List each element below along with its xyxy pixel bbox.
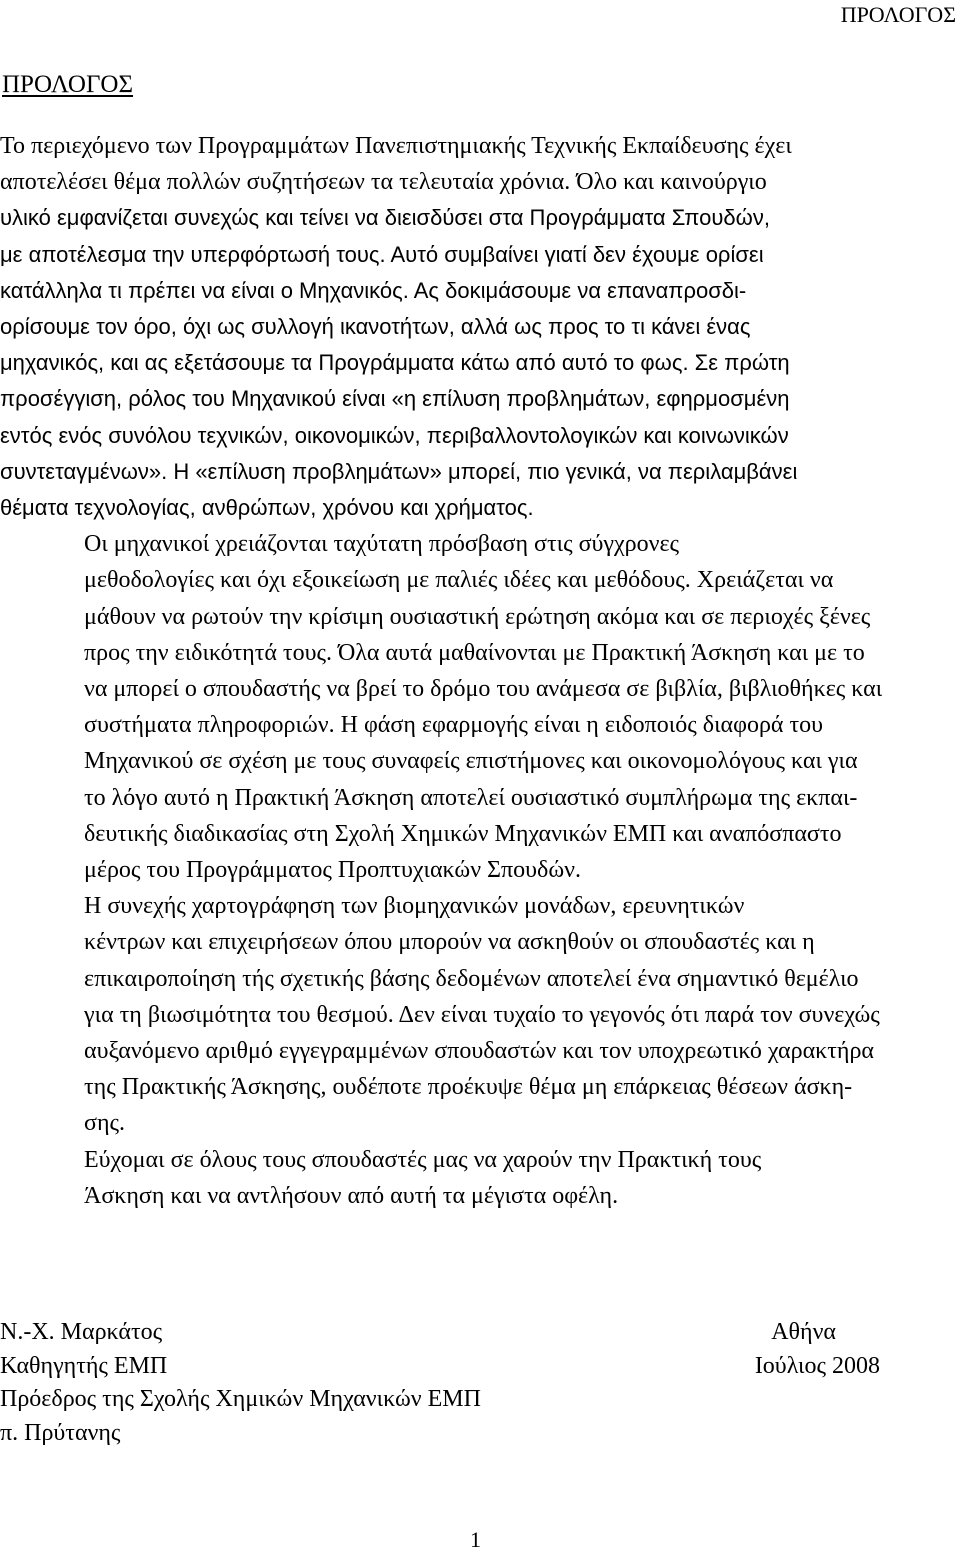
paragraph-line: υλικό εμφανίζεται συνεχώς και τείνει να διεισδύσει στα Προγράμματα Σπουδών, — [0, 205, 770, 231]
signature-row — [0, 1383, 880, 1417]
signature-role: Πρόεδρος της Σχολής Χημικών Μηχανικών ΕΜΠ — [0, 1386, 481, 1412]
signature-block — [0, 1316, 880, 1450]
page-title: ΠΡΟΛΟΓΟΣ — [2, 71, 134, 98]
paragraph-line: δευτικής διαδικασίας στη Σχολή Χημικών Μηχανικών ΕΜΠ και αναπόσπαστο — [84, 820, 842, 847]
paragraph-line: να μπορεί ο σπουδαστής να βρεί το δρόμο του ανάμεσα σε βιβλία, βιβλιοθήκες και — [84, 676, 883, 703]
paragraph-wishes — [0, 1142, 954, 1214]
signature-row — [0, 1417, 880, 1451]
paragraph-engineers — [0, 526, 954, 888]
paragraph-line: κατάλληλα τι πρέπει να είναι ο Μηχανικός. Ας δοκιμάσουμε να επαναπροσδι- — [0, 277, 747, 303]
paragraph-line: ορίσουμε τον όρο, όχι ως συλλογή ικανοτήτων, αλλά ως προς το τι κάνει ένας — [0, 314, 751, 340]
paragraph-line: μηχανικός, και ας εξετάσουμε τα Προγράμματα κάτω από αυτό το φως. Σε πρώτη — [0, 350, 790, 376]
paragraph-line: σης. — [84, 1110, 125, 1137]
signature-row — [0, 1350, 880, 1384]
paragraph-line: αυξανόμενο αριθμό εγγεγραμμένων σπουδαστών και τον υποχρεωτικό χαρακτήρα — [84, 1038, 875, 1065]
paragraph-line: μάθουν να ρωτούν την κρίσιμη ουσιαστική ερώτηση ακόμα και σε περιοχές ξένες — [84, 603, 871, 630]
body-text — [0, 128, 954, 1214]
signature-date: Ιούλιος 2008 — [754, 1352, 880, 1379]
paragraph-line: μέρος του Προγράμματος Προπτυχιακών Σπουδών. — [84, 857, 581, 884]
paragraph-intro — [0, 128, 954, 526]
running-header: ΠΡΟΛΟΓΟΣ — [840, 2, 956, 27]
paragraph-line: θέματα τεχνολογίας, ανθρώπων, χρόνου και χρήματος. — [0, 495, 534, 521]
paragraph-line: συστήματα πληροφοριών. Η φάση εφαρμογής είναι η ειδοποιός διαφορά του — [84, 712, 824, 739]
page-number: 1 — [470, 1527, 481, 1552]
paragraph-line: μεθοδολογίες και όχι εξοικείωση με παλιές ιδέες και μεθόδους. Χρειάζεται να — [84, 567, 834, 594]
paragraph-mapping — [0, 888, 954, 1141]
paragraph-line: Οι μηχανικοί χρειάζονται ταχύτατη πρόσβαση στις σύγχρονες — [84, 531, 680, 558]
paragraph-line: Μηχανικού σε σχέση με τους συναφείς επιστήμονες και οικονομολόγους και για — [84, 748, 858, 775]
signature-position: Καθηγητής ΕΜΠ — [0, 1352, 168, 1379]
signature-row — [0, 1316, 880, 1350]
paragraph-line: συντεταγμένων». Η «επίλυση προβλημάτων» μπορεί, πιο γενικά, να περιλαμβάνει — [0, 458, 798, 484]
signature-former-title: π. Πρύτανης — [0, 1419, 121, 1446]
paragraph-line: για τη βιωσιμότητα του θεσμού. Δεν είναι τυχαίο το γεγονός ότι παρά τον συνεχώς — [84, 1001, 880, 1028]
paragraph-line: το λόγο αυτό η Πρακτική Άσκηση αποτελεί ουσιαστικό συμπλήρωμα της εκπαι- — [84, 784, 858, 811]
paragraph-line: επικαιροποίηση τής σχετικής βάσης δεδομένων αποτελεί ένα σημαντικό θεμέλιο — [84, 965, 859, 992]
paragraph-line: της Πρακτικής Άσκησης, ουδέποτε προέκυψε θέμα μη επάρκειας θέσεων άσκη- — [84, 1074, 853, 1101]
paragraph-line: εντός ενός συνόλου τεχνικών, οικονομικών, περιβαλλοντολογικών και κοινωνικών — [0, 422, 789, 448]
paragraph-line: κέντρων και επιχειρήσεων όπου μπορούν να ασκηθούν οι σπουδαστές και η — [84, 929, 815, 956]
paragraph-line: με αποτέλεσμα την υπερφόρτωσή τους. Αυτό συμβαίνει γιατί δεν έχουμε ορίσει — [0, 241, 764, 267]
paragraph-line: προσέγγιση, ρόλος του Μηχανικού είναι «η επίλυση προβλημάτων, εφηρμοσμένη — [0, 386, 790, 412]
paragraph-line: αποτελέσει θέμα πολλών συζητήσεων τα τελευταία χρόνια. Όλο και καινούργιο — [0, 169, 767, 196]
paragraph-line: Η συνεχής χαρτογράφηση των βιομηχανικών μονάδων, ερευνητικών — [84, 893, 745, 920]
signature-city: Αθήνα — [771, 1319, 836, 1345]
paragraph-line: Εύχομαι σε όλους τους σπουδαστές μας να χαρούν την Πρακτική τους — [84, 1146, 762, 1173]
paragraph-line: προς την ειδικότητά τους. Όλα αυτά μαθαίνονται με Πρακτική Άσκηση και με το — [84, 639, 865, 666]
signature-name: Ν.-Χ. Μαρκάτος — [0, 1319, 163, 1345]
paragraph-line: Άσκηση και να αντλήσουν από αυτή τα μέγιστα οφέλη. — [84, 1182, 619, 1209]
paragraph-line: Το περιεχόμενο των Προγραμμάτων Πανεπιστημιακής Τεχνικής Εκπαίδευσης έχει — [0, 133, 792, 159]
